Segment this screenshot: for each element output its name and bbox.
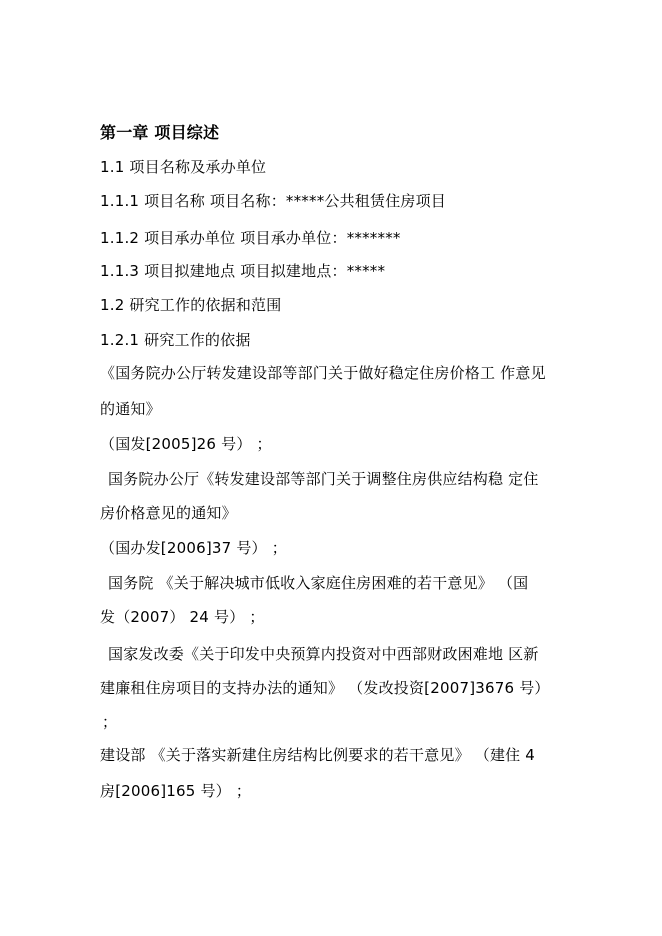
reference-3-line-1: 国务院 《关于解决城市低收入家庭住房困难的若干意见》 （国 <box>108 574 529 592</box>
section-heading-1-1-2: 1.1.2 项目承办单位 项目承办单位：******* <box>100 229 401 247</box>
reference-2-line-1: 国务院办公厅《转发建设部等部门关于调整住房供应结构稳 定住 <box>108 470 539 488</box>
section-heading-1-1-3: 1.1.3 项目拟建地点 项目拟建地点：***** <box>100 262 386 280</box>
section-heading-1-2-1: 1.2.1 研究工作的依据 <box>100 331 251 349</box>
reference-1-line-2: 的通知》 <box>100 400 161 418</box>
reference-2-line-2: 房价格意见的通知》 <box>100 504 237 522</box>
section-heading-1-1: 1.1 项目名称及承办单位 <box>100 158 267 176</box>
section-heading-1-2: 1.2 研究工作的依据和范围 <box>100 296 282 314</box>
reference-4-line-1: 国家发改委《关于印发中央预算内投资对中西部财政困难地 区新 <box>108 645 539 663</box>
reference-2-line-3: （国办发[2006]37 号） ； <box>100 539 287 557</box>
reference-1-line-1: 《国务院办公厅转发建设部等部门关于做好稳定住房价格工 作意见 <box>100 364 546 382</box>
reference-5-line-1: 建设部 《关于落实新建住房结构比例要求的若干意见》 （建住 4 <box>100 746 536 764</box>
chapter-title: 第一章 项目综述 <box>100 123 220 142</box>
section-heading-1-1-1: 1.1.1 项目名称 项目名称：*****公共租赁住房项目 <box>100 192 447 210</box>
reference-4-line-3: ； <box>102 713 118 731</box>
reference-1-line-3: （国发[2005]26 号） ； <box>100 435 272 453</box>
reference-5-line-2: 房[2006]165 号） ； <box>100 782 252 800</box>
reference-3-line-2: 发（2007） 24 号） ； <box>100 608 265 626</box>
reference-4-line-2: 建廉租住房项目的支持办法的通知》 （发改投资[2007]3676 号） <box>100 679 550 697</box>
